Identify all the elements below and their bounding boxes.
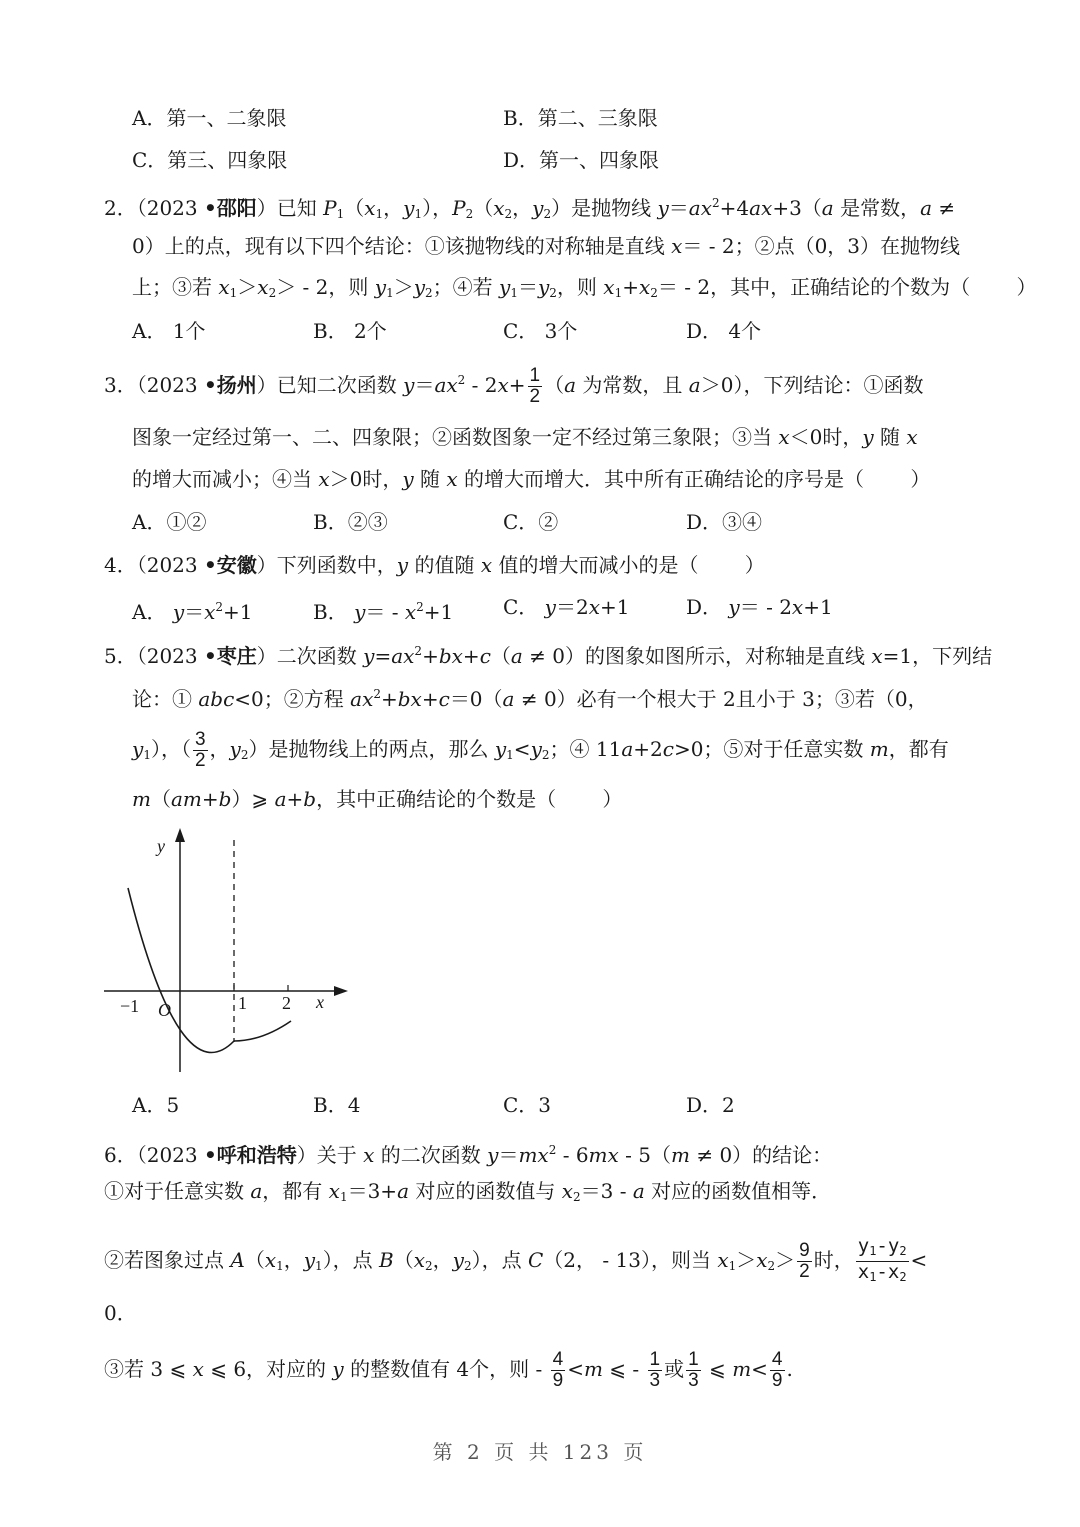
fraction-one-half: $\frac{1}{2}$ <box>529 365 541 407</box>
q4-option-b: B． $y= - x^2+1$ <box>313 600 454 624</box>
tick-label-2: 2 <box>282 993 291 1013</box>
q3-option-a: A．①② <box>132 510 207 534</box>
fraction-three-halves: $\frac{3}{2}$ <box>194 729 206 771</box>
q5-option-b: B．4 <box>313 1093 361 1117</box>
parabola-curve <box>128 888 291 1053</box>
q2-option-c: C． 3个 <box>503 319 578 343</box>
q5-line-4: m（am+b）⩾ a+b，其中正确结论的个数是（ ） <box>132 787 623 811</box>
q6-item-3: ③若 3 ⩽ x ⩽ 6，对应的 y 的整数值有 4个，则 - $\frac{4}{9}$ <m ⩽ - $\frac{1}{3}$ 或 $\frac{1}{3}$ ⩽ m< $\frac{4}{9}$ . <box>104 1349 793 1391</box>
fraction-nine-halves: $\frac{9}{2}$ <box>799 1240 810 1282</box>
origin-label: O <box>158 1000 171 1020</box>
q2-line-3: 上；③若 $x_1>x_2> - 2$，则 $y_1>y_2$；④若 $y_1=y_2$，则 $x_1+x_2= - 2$，其中，正确结论的个数为（ ） <box>132 275 1037 300</box>
fraction-one-third-2: $\frac{1}{3}$ <box>688 1349 699 1391</box>
q5-option-d: D．2 <box>686 1093 735 1117</box>
q3-option-c: C．② <box>503 510 559 534</box>
q3-line-3: 的增大而减小；④当 x＞0时，y 随 x 的增大而增大．其中所有正确结论的序号是（ ） <box>132 467 931 491</box>
q5-line-2: 论：① abc<0；②方程 $ax^2+bx+c=0(a \ne 0)$必有一个根大于 2且小于 3；③若（0， <box>132 687 928 711</box>
fraction-one-third: $\frac{1}{3}$ <box>649 1349 661 1391</box>
q5-option-c: C．3 <box>503 1093 552 1117</box>
fraction-four-ninths: $\frac{4}{9}$ <box>552 1349 564 1391</box>
q2-line-1: 2．（2023 •邵阳）已知 $P_1(x_1$，$y_1$），$P_2(x_2$，$y_2$）是抛物线 $y=ax^2+4ax+3(a$ 是常数，a ≠ <box>104 196 956 221</box>
tick-label-1: 1 <box>238 993 247 1013</box>
fraction-slope: $\frac{y_1-y_2}{x_1-x_2}$ <box>857 1235 907 1284</box>
q2-line-2: 0）上的点，现有以下四个结论：①该抛物线的对称轴是直线 x＝ - 2；②点（0，3）在抛物线 <box>132 234 961 258</box>
q1-option-a: A．第一、二象限 <box>132 106 287 130</box>
q3-line-1: 3．（2023 •扬州）已知二次函数 $y=ax^2 - 2x+$ $\frac{1}{2}$ （a 为常数，且 a＞0），下列结论：①函数 <box>104 365 924 407</box>
q3-option-b: B．②③ <box>313 510 388 534</box>
q2-option-a: A． 1个 <box>132 319 206 343</box>
q5-line-3: $y_1$），（ $\frac{3}{2}$ ，$y_2$）是抛物线上的两点，那么 $y_1<y_2$；④ 11a+2c>0；⑤对于任意实数 m，都有 <box>132 729 949 771</box>
tick-label-neg1: −1 <box>120 996 140 1016</box>
page-footer: 第 2 页 共 123 页 <box>432 1440 648 1464</box>
q4-line-1: 4．（2023 •安徽）下列函数中，y 的值随 x 值的增大而减小的是（ ） <box>104 553 765 577</box>
q6-item-2: ②若图象过点 $A(x_1$，$y_1$），点 $B(x_2$，$y_2$），点 C（2， - 13），则当 $x_1>x_2>$ $\frac{9}{2}$ 时， $\frac{y_1-y_2}{x_1-x_2}$ < <box>104 1236 927 1287</box>
fraction-four-ninths-2: $\frac{4}{9}$ <box>771 1349 783 1391</box>
q2-option-b: B． 2个 <box>313 319 387 343</box>
q4-option-d: D． y＝ - 2x+1 <box>686 595 833 619</box>
q5-option-a: A．5 <box>132 1093 180 1117</box>
q2-option-d: D． 4个 <box>686 319 762 343</box>
q3-option-d: D．③④ <box>686 510 763 534</box>
q1-option-b: B．第二、三象限 <box>503 106 658 130</box>
q1-option-c: C．第三、四象限 <box>132 148 288 172</box>
q6-item-1: ①对于任意实数 a，都有 $x_1=3+a$ 对应的函数值与 $x_2=3 - a$ 对应的函数值相等． <box>104 1179 832 1204</box>
x-axis-arrow-icon <box>334 986 348 996</box>
x-axis-label: x <box>316 992 324 1012</box>
q3-line-2: 图象一定经过第一、二、四象限；②函数图象一定不经过第三象限；③当 x＜0时，y 随 x <box>132 425 918 449</box>
y-axis-arrow-icon <box>175 828 185 842</box>
q5-line-1: 5．（2023 •枣庄）二次函数 $y=ax^2+bx+c(a \ne 0)$的图象如图所示，对称轴是直线 x=1，下列结 <box>104 644 993 668</box>
parabola-graph <box>100 820 360 1080</box>
q6-item-2-end: 0． <box>104 1301 137 1325</box>
q4-option-c: C． y＝2x+1 <box>503 595 630 619</box>
q6-line-1: 6．（2023 •呼和浩特）关于 x 的二次函数 $y=mx^2 - 6mx - 5(m \ne 0)$的结论： <box>104 1143 833 1167</box>
q1-option-d: D．第一、四象限 <box>503 148 660 172</box>
q4-option-a: A． $y=x^2+1$ <box>132 600 253 624</box>
y-axis-label: y <box>157 836 165 856</box>
